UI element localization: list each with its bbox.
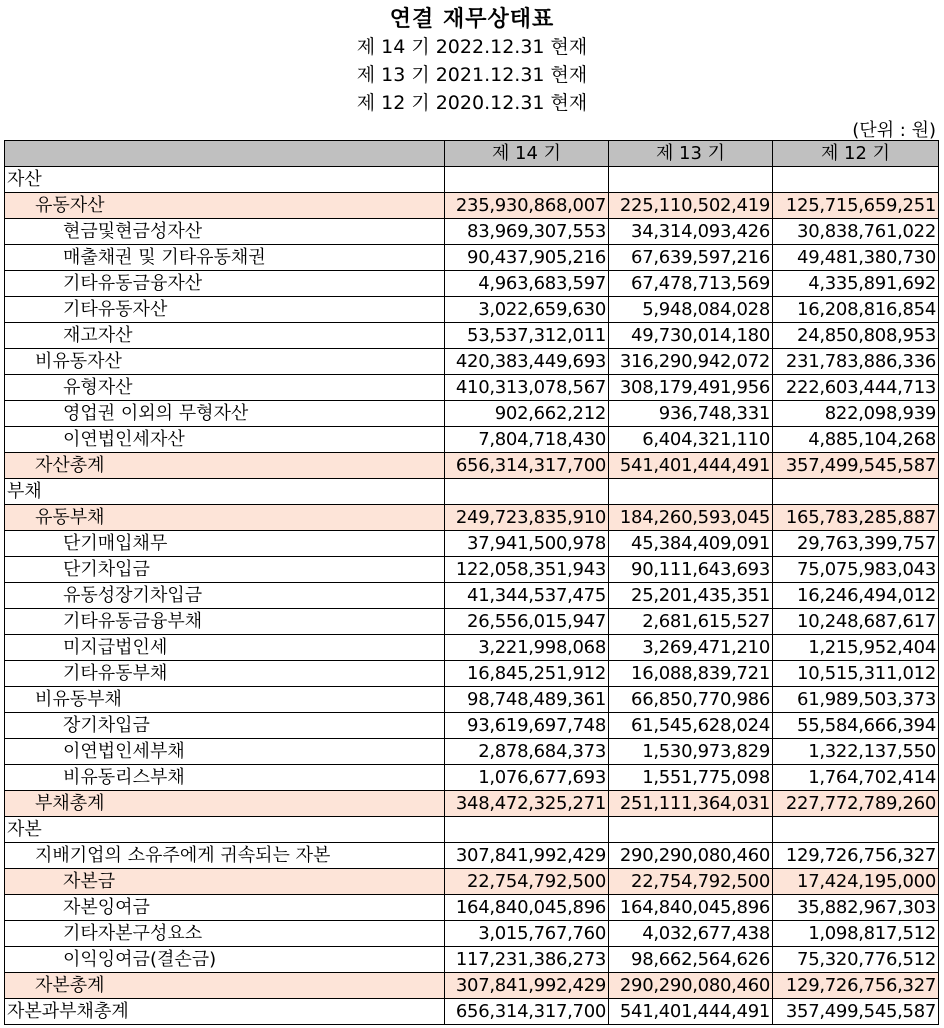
table-row xyxy=(5,687,939,713)
amount-cell: 90,111,643,693 xyxy=(609,557,773,583)
amount-cell: 66,850,770,986 xyxy=(609,687,773,713)
amount-cell: 290,290,080,460 xyxy=(609,843,773,869)
amount-cell xyxy=(609,479,773,505)
amount-cell: 16,845,251,912 xyxy=(445,661,609,687)
amount-cell: 1,098,817,512 xyxy=(773,921,939,947)
table-header-row xyxy=(5,141,939,167)
amount-cell: 67,478,713,569 xyxy=(609,271,773,297)
table-row xyxy=(5,635,939,661)
amount-cell: 24,850,808,953 xyxy=(773,323,939,349)
period-line-14: 제 14 기 2022.12.31 현재 xyxy=(356,36,588,58)
amount-cell: 122,058,351,943 xyxy=(445,557,609,583)
account-label: 현금및현금성자산 xyxy=(5,219,445,245)
table-row xyxy=(5,271,939,297)
amount-cell: 2,878,684,373 xyxy=(445,739,609,765)
amount-cell: 357,499,545,587 xyxy=(773,999,939,1025)
amount-cell: 902,662,212 xyxy=(445,401,609,427)
amount-cell: 3,015,767,760 xyxy=(445,921,609,947)
amount-cell: 936,748,331 xyxy=(609,401,773,427)
amount-cell: 61,545,628,024 xyxy=(609,713,773,739)
amount-cell: 29,763,399,757 xyxy=(773,531,939,557)
table-row xyxy=(5,973,939,999)
amount-cell: 125,715,659,251 xyxy=(773,193,939,219)
amount-cell: 249,723,835,910 xyxy=(445,505,609,531)
table-row xyxy=(5,557,939,583)
table-row xyxy=(5,245,939,271)
amount-cell: 17,424,195,000 xyxy=(773,869,939,895)
account-label: 단기차입금 xyxy=(5,557,445,583)
amount-cell: 16,246,494,012 xyxy=(773,583,939,609)
table-row xyxy=(5,219,939,245)
amount-cell: 37,941,500,978 xyxy=(445,531,609,557)
account-label: 유동부채 xyxy=(5,505,445,531)
table-row xyxy=(5,401,939,427)
table-row xyxy=(5,167,939,193)
account-label: 이연법인세부채 xyxy=(5,739,445,765)
amount-cell xyxy=(609,167,773,193)
amount-cell: 129,726,756,327 xyxy=(773,843,939,869)
amount-cell: 165,783,285,887 xyxy=(773,505,939,531)
column-header-period-14: 제 14 기 xyxy=(445,141,609,167)
amount-cell: 4,963,683,597 xyxy=(445,271,609,297)
account-label: 기타유동금융부채 xyxy=(5,609,445,635)
amount-cell: 7,804,718,430 xyxy=(445,427,609,453)
table-row xyxy=(5,895,939,921)
statement-title: 연결 재무상태표 xyxy=(389,7,555,32)
amount-cell: 164,840,045,896 xyxy=(445,895,609,921)
amount-cell: 45,384,409,091 xyxy=(609,531,773,557)
amount-cell: 227,772,789,260 xyxy=(773,791,939,817)
amount-cell: 1,076,677,693 xyxy=(445,765,609,791)
amount-cell: 164,840,045,896 xyxy=(609,895,773,921)
amount-cell: 357,499,545,587 xyxy=(773,453,939,479)
column-header-period-13: 제 13 기 xyxy=(609,141,773,167)
table-row xyxy=(5,947,939,973)
table-row xyxy=(5,349,939,375)
account-label: 유동성장기차입금 xyxy=(5,583,445,609)
amount-cell: 1,322,137,550 xyxy=(773,739,939,765)
amount-cell: 98,748,489,361 xyxy=(445,687,609,713)
amount-cell: 98,662,564,626 xyxy=(609,947,773,973)
amount-cell: 3,269,471,210 xyxy=(609,635,773,661)
amount-cell: 3,022,659,630 xyxy=(445,297,609,323)
amount-cell: 22,754,792,500 xyxy=(609,869,773,895)
amount-cell xyxy=(609,817,773,843)
amount-cell: 5,948,084,028 xyxy=(609,297,773,323)
table-row xyxy=(5,479,939,505)
amount-cell: 4,885,104,268 xyxy=(773,427,939,453)
amount-cell: 307,841,992,429 xyxy=(445,843,609,869)
amount-cell: 16,088,839,721 xyxy=(609,661,773,687)
table-row xyxy=(5,765,939,791)
account-label: 자본잉여금 xyxy=(5,895,445,921)
account-label: 영업권 이외의 무형자산 xyxy=(5,401,445,427)
amount-cell: 410,313,078,567 xyxy=(445,375,609,401)
amount-cell: 90,437,905,216 xyxy=(445,245,609,271)
account-label: 자본과부채총계 xyxy=(5,999,445,1025)
amount-cell: 1,215,952,404 xyxy=(773,635,939,661)
amount-cell xyxy=(773,167,939,193)
account-label: 부채 xyxy=(5,479,445,505)
amount-cell: 235,930,868,007 xyxy=(445,193,609,219)
amount-cell: 1,530,973,829 xyxy=(609,739,773,765)
account-label: 이익잉여금(결손금) xyxy=(5,947,445,973)
period-line-12: 제 12 기 2020.12.31 현재 xyxy=(356,92,588,114)
amount-cell: 541,401,444,491 xyxy=(609,999,773,1025)
table-row xyxy=(5,999,939,1025)
account-label: 매출채권 및 기타유동채권 xyxy=(5,245,445,271)
table-row xyxy=(5,817,939,843)
table-row xyxy=(5,791,939,817)
amount-cell xyxy=(445,817,609,843)
amount-cell: 6,404,321,110 xyxy=(609,427,773,453)
amount-cell: 55,584,666,394 xyxy=(773,713,939,739)
account-label: 자본 xyxy=(5,817,445,843)
amount-cell: 41,344,537,475 xyxy=(445,583,609,609)
amount-cell: 3,221,998,068 xyxy=(445,635,609,661)
column-header-account xyxy=(5,141,445,167)
table-row xyxy=(5,609,939,635)
account-label: 자본총계 xyxy=(5,973,445,999)
table-row xyxy=(5,531,939,557)
amount-cell: 61,989,503,373 xyxy=(773,687,939,713)
account-label: 부채총계 xyxy=(5,791,445,817)
account-label: 지배기업의 소유주에게 귀속되는 자본 xyxy=(5,843,445,869)
account-label: 기타유동부채 xyxy=(5,661,445,687)
table-row xyxy=(5,869,939,895)
amount-cell: 22,754,792,500 xyxy=(445,869,609,895)
amount-cell: 4,032,677,438 xyxy=(609,921,773,947)
unit-label: (단위 : 원) xyxy=(852,120,936,141)
account-label: 이연법인세자산 xyxy=(5,427,445,453)
amount-cell: 184,260,593,045 xyxy=(609,505,773,531)
table-row xyxy=(5,297,939,323)
table-row xyxy=(5,739,939,765)
amount-cell xyxy=(773,479,939,505)
table-row xyxy=(5,661,939,687)
amount-cell: 117,231,386,273 xyxy=(445,947,609,973)
amount-cell: 49,730,014,180 xyxy=(609,323,773,349)
table-row xyxy=(5,453,939,479)
amount-cell xyxy=(445,479,609,505)
column-header-period-12: 제 12 기 xyxy=(773,141,939,167)
amount-cell: 53,537,312,011 xyxy=(445,323,609,349)
amount-cell: 822,098,939 xyxy=(773,401,939,427)
account-label: 재고자산 xyxy=(5,323,445,349)
amount-cell: 656,314,317,700 xyxy=(445,453,609,479)
amount-cell: 16,208,816,854 xyxy=(773,297,939,323)
amount-cell: 83,969,307,553 xyxy=(445,219,609,245)
amount-cell: 1,551,775,098 xyxy=(609,765,773,791)
table-row xyxy=(5,921,939,947)
amount-cell: 290,290,080,460 xyxy=(609,973,773,999)
amount-cell: 75,075,983,043 xyxy=(773,557,939,583)
amount-cell: 1,764,702,414 xyxy=(773,765,939,791)
amount-cell xyxy=(773,817,939,843)
amount-cell: 34,314,093,426 xyxy=(609,219,773,245)
amount-cell: 10,515,311,012 xyxy=(773,661,939,687)
amount-cell: 656,314,317,700 xyxy=(445,999,609,1025)
account-label: 미지급법인세 xyxy=(5,635,445,661)
account-label: 장기차입금 xyxy=(5,713,445,739)
amount-cell: 4,335,891,692 xyxy=(773,271,939,297)
amount-cell: 541,401,444,491 xyxy=(609,453,773,479)
amount-cell: 316,290,942,072 xyxy=(609,349,773,375)
amount-cell: 25,201,435,351 xyxy=(609,583,773,609)
amount-cell: 420,383,449,693 xyxy=(445,349,609,375)
amount-cell: 35,882,967,303 xyxy=(773,895,939,921)
amount-cell: 30,838,761,022 xyxy=(773,219,939,245)
account-label: 자산총계 xyxy=(5,453,445,479)
table-row xyxy=(5,505,939,531)
amount-cell: 348,472,325,271 xyxy=(445,791,609,817)
account-label: 비유동자산 xyxy=(5,349,445,375)
table-row xyxy=(5,427,939,453)
account-label: 자산 xyxy=(5,167,445,193)
account-label: 기타유동금융자산 xyxy=(5,271,445,297)
account-label: 자본금 xyxy=(5,869,445,895)
amount-cell: 67,639,597,216 xyxy=(609,245,773,271)
amount-cell: 26,556,015,947 xyxy=(445,609,609,635)
amount-cell: 307,841,992,429 xyxy=(445,973,609,999)
account-label: 비유동부채 xyxy=(5,687,445,713)
amount-cell: 49,481,380,730 xyxy=(773,245,939,271)
account-label: 유형자산 xyxy=(5,375,445,401)
table-row xyxy=(5,193,939,219)
period-line-13: 제 13 기 2021.12.31 현재 xyxy=(356,64,588,86)
amount-cell: 231,783,886,336 xyxy=(773,349,939,375)
table-row xyxy=(5,713,939,739)
account-label: 유동자산 xyxy=(5,193,445,219)
table-row xyxy=(5,843,939,869)
table-row xyxy=(5,583,939,609)
amount-cell xyxy=(445,167,609,193)
account-label: 비유동리스부채 xyxy=(5,765,445,791)
account-label: 기타유동자산 xyxy=(5,297,445,323)
amount-cell: 10,248,687,617 xyxy=(773,609,939,635)
amount-cell: 75,320,776,512 xyxy=(773,947,939,973)
amount-cell: 2,681,615,527 xyxy=(609,609,773,635)
account-label: 단기매입채무 xyxy=(5,531,445,557)
table-body xyxy=(5,167,939,1025)
amount-cell: 93,619,697,748 xyxy=(445,713,609,739)
table-row xyxy=(5,375,939,401)
balance-sheet-table xyxy=(4,140,939,1025)
amount-cell: 129,726,756,327 xyxy=(773,973,939,999)
table-row xyxy=(5,323,939,349)
amount-cell: 222,603,444,713 xyxy=(773,375,939,401)
amount-cell: 308,179,491,956 xyxy=(609,375,773,401)
amount-cell: 251,111,364,031 xyxy=(609,791,773,817)
account-label: 기타자본구성요소 xyxy=(5,921,445,947)
amount-cell: 225,110,502,419 xyxy=(609,193,773,219)
